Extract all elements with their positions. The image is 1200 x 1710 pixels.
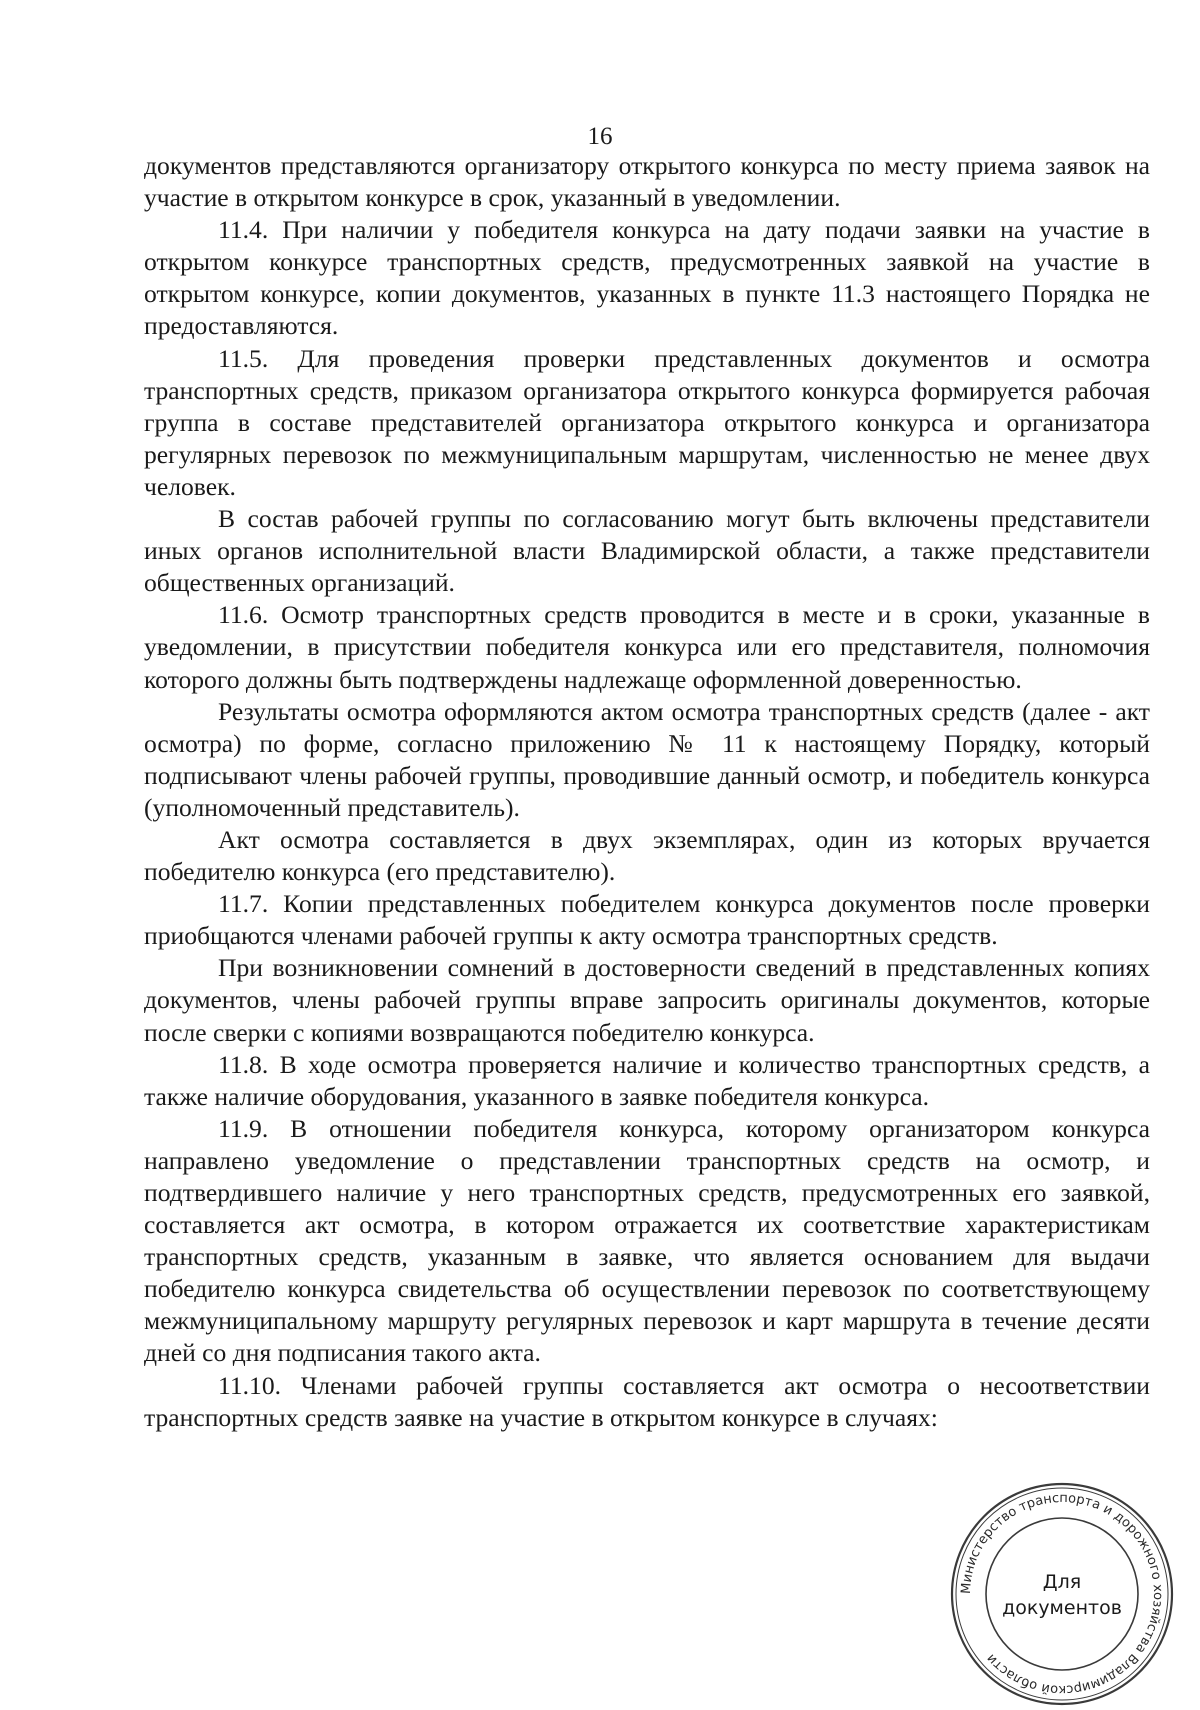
paragraph-11-7: 11.7. Копии представленных победителем конкурса документов после проверки приобщаются членами рабочей группы к акту осмотра транспортных средств.: [144, 889, 1150, 951]
paragraph-11-10: 11.10. Членами рабочей группы составляется акт осмотра о несоответствии транспортных средств заявке на участие в открытом конкурсе в случаях:: [144, 1370, 1150, 1432]
paragraph-11-9: 11.9. В отношении победителя конкурса, которому организатором конкурса направлено уведомление о представлении транспортных средств на осмотр, и подтвердившего наличие у него транспортных средств, предусмотренных его заявкой, составляется акт осмотра, в котором отражается их соответствие характеристикам транспортных средств, указанным в заявке, что является основанием для выдачи победителю конкурса свидетельства об осуществлении перевозок по соответствующему межмуниципальному маршруту регулярных перевозок и карт маршрута в течение десяти дней со дня подписания такого акта.: [144, 1113, 1150, 1368]
paragraph-11-6-results: Результаты осмотра оформляются актом осмотра транспортных средств (далее - акт осмотра) по форме, согласно приложению № 11 к настоящему Порядку, который подписывают члены рабочей группы, проводившие данный осмотр, и победитель конкурса (уполномоченный представитель).: [144, 696, 1150, 822]
seal-center-line-2: документов: [1002, 1597, 1122, 1619]
paragraph-11-5: 11.5. Для проведения проверки представленных документов и осмотра транспортных средств, приказом организатора открытого конкурса формируется рабочая группа в составе представителей организатора открытого конкурса и организатора регулярных перевозок по межмуниципальным маршрутам, численностью не менее двух человек.: [144, 343, 1150, 501]
paragraph-11-8: 11.8. В ходе осмотра проверяется наличие и количество транспортных средств, а также наличие оборудования, указанного в заявке победителя конкурса.: [144, 1049, 1150, 1111]
official-seal-stamp: [946, 1478, 1178, 1710]
seal-center-line-1: Для: [1042, 1571, 1082, 1593]
paragraph-11-6: 11.6. Осмотр транспортных средств проводится в месте и в сроки, указанные в уведомлении, в присутствии победителя конкурса или его представителя, полномочия которого должны быть подтверждены надлежаще оформленной доверенностью.: [144, 600, 1150, 694]
document-body: [144, 150, 1150, 1434]
paragraph-continuation: документов представляются организатору открытого конкурса по месту приема заявок на участие в открытом конкурсе в срок, указанный в уведомлении.: [144, 151, 1150, 213]
seal-ring-text: [959, 1491, 1165, 1697]
page-number: 16: [587, 123, 613, 150]
seal-outer-ring: [952, 1484, 1172, 1704]
paragraph-11-5-working-group: В состав рабочей группы по согласованию могут быть включены представители иных органов исполнительной власти Владимирской области, а также представители общественных организаций.: [144, 504, 1150, 598]
seal-ring-textpath: Министерство транспорта и дорожного хозяйства Владимирской области: [958, 1490, 1166, 1698]
paragraph-11-7-doubts: При возникновении сомнений в достоверности сведений в представленных копиях документов, члены рабочей группы вправе запросить оригиналы документов, которые после сверки с копиями возвращаются победителю конкурса.: [144, 953, 1150, 1047]
seal-graphic: [946, 1478, 1178, 1710]
seal-outer-ring-inner: [956, 1488, 1168, 1700]
seal-inner-ring: [986, 1518, 1138, 1670]
paragraph-11-4: 11.4. При наличии у победителя конкурса на дату подачи заявки на участие в открытом конкурсе транспортных средств, предусмотренных заявкой на участие в открытом конкурсе, копии документов, указанных в пункте 11.3 настоящего Порядка не предоставляются.: [144, 215, 1150, 341]
paragraph-11-6-copies: Акт осмотра составляется в двух экземплярах, один из которых вручается победителю конкурса (его представителю).: [144, 824, 1150, 887]
